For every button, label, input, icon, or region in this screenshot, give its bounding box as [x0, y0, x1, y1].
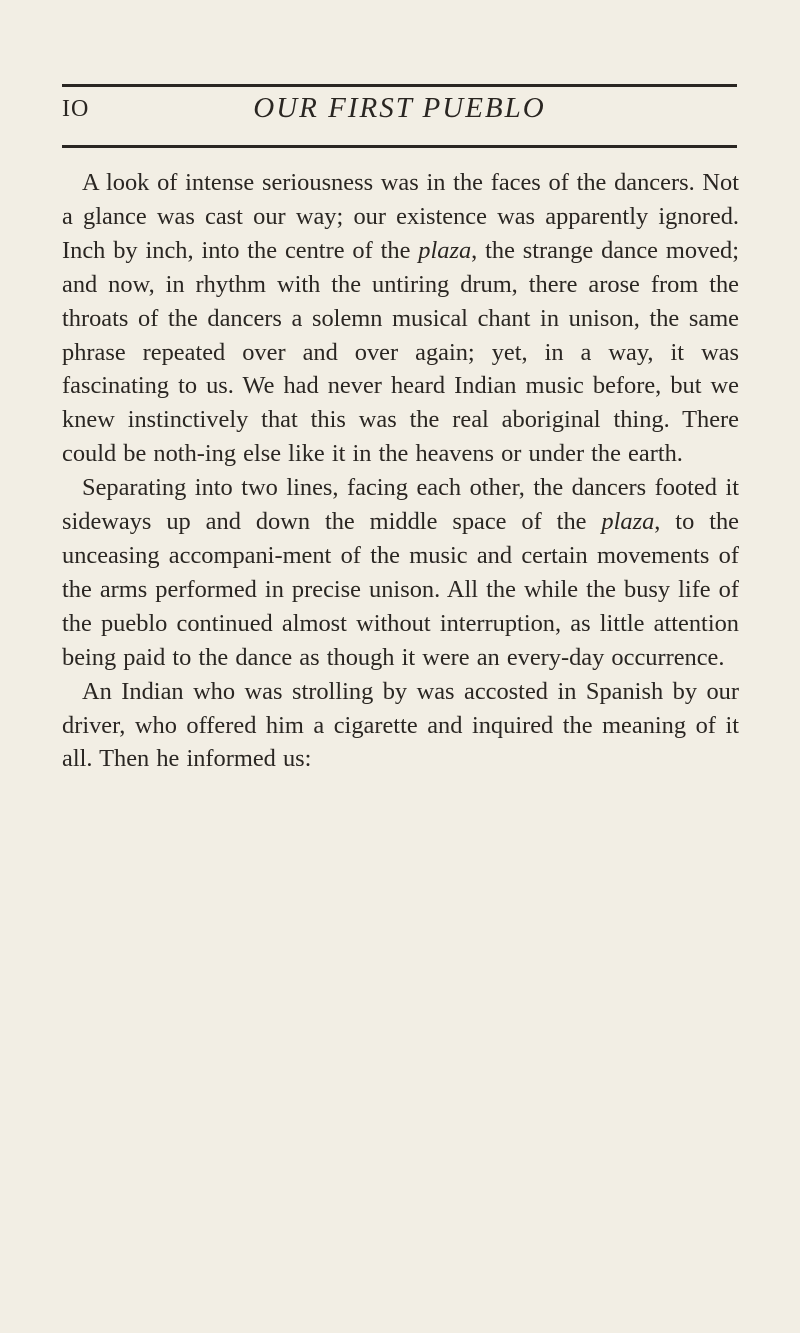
paragraph-1-text-a: A look of intense seriousness was in the faces of the dancers. Not a glance was cast our way; our existence was apparently ignored. Inch by inch, into the centre of the — [62, 169, 739, 264]
page-number: IO — [62, 96, 90, 122]
running-title: OUR FIRST PUEBLO — [253, 92, 546, 124]
header-top-rule — [62, 84, 737, 87]
paragraph-2-text-a: Separating into two lines, facing each other, the dancers footed it sideways up and down the middle space of the — [62, 474, 739, 536]
paragraph-3 — [62, 675, 739, 777]
paragraph-1 — [62, 166, 739, 471]
running-header — [62, 92, 737, 136]
header-bottom-rule — [62, 145, 737, 148]
body-text — [62, 166, 739, 776]
paragraph-2-text-b: , to the unceasing accompani-ment of the music and certain movements of the arms performed in precise unison. All the while the busy life of the pueblo continued almost without interruption, as little attention being paid to the dance as though it were an every-day occurrence. — [62, 508, 740, 671]
paragraph-2 — [62, 471, 739, 674]
paragraph-1-text-b: , the strange dance moved; and now, in rhythm with the untiring drum, there arose from the throats of the dancers a solemn musical chant in unison, the same phrase repeated over and over again; yet, in a way, it was fascinating to us. We had never heard Indian music before, but we knew instinctively that this was the real aboriginal thing. There could be noth-ing else like it in the heavens or under the earth. — [62, 236, 740, 468]
paragraph-3-text: An Indian who was strolling by was accosted in Spanish by our driver, who offered him a cigarette and inquired the meaning of it all. Then he informed us: — [62, 677, 739, 773]
paragraph-2-italic-plaza: plaza — [601, 508, 655, 536]
paragraph-1-italic-plaza: plaza — [418, 236, 472, 264]
